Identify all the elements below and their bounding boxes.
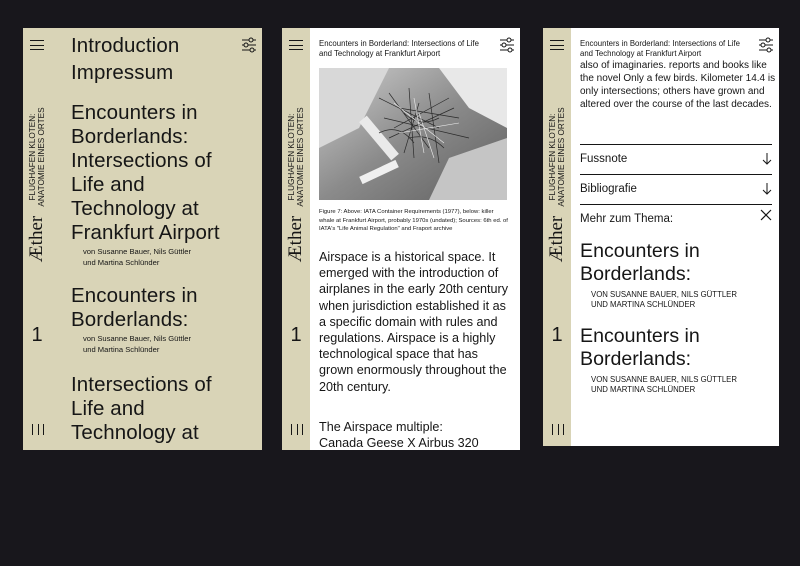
sliders-icon[interactable] — [500, 37, 514, 53]
article-title[interactable]: Encounters in Borderlands: Intersections of Life and Technology at Frankfurt Airport — [71, 101, 220, 244]
section-heading[interactable]: Encounters in Borderlands: — [71, 284, 198, 331]
section-subheading: The Airspace multiple: Canada Geese X Airbus 320 — [319, 420, 479, 450]
related-byline: VON SUSANNE BAUER, NILS GÜTTLER UND MARTINA SCHLÜNDER — [591, 290, 738, 309]
article-header: Encounters in Borderland: Intersections of Life and Technology at Frankfurt Airport — [580, 39, 740, 58]
screen-article — [282, 28, 520, 450]
article-photo[interactable] — [319, 68, 507, 200]
chapter-number: 1 — [31, 324, 43, 346]
section-heading[interactable]: Intersections of Life and Technology at — [71, 373, 212, 444]
related-article-title[interactable]: Encounters in Borderlands: — [580, 240, 700, 285]
nav-introduction[interactable]: Introduction — [71, 34, 180, 57]
chapter-number: 1 — [290, 324, 302, 346]
related-byline: VON SUSANNE BAUER, NILS GÜTTLER UND MARTINA SCHLÜNDER — [591, 375, 738, 394]
screen-article-end — [543, 28, 779, 446]
chapter-bars-icon[interactable] — [552, 424, 564, 435]
close-icon[interactable] — [760, 209, 772, 221]
hamburger-menu-icon[interactable] — [30, 40, 44, 50]
bibliography-toggle[interactable]: Bibliografie — [580, 174, 772, 203]
side-rail — [543, 28, 571, 446]
chapter-bars-icon[interactable] — [32, 424, 44, 435]
byline: von Susanne Bauer, Nils Güttler und Martina Schlünder — [83, 247, 192, 267]
side-rail — [23, 28, 51, 450]
figure-caption: Figure 7: Above: IATA Container Requirements (1977), below: killer whale at Frankfurt Airport, probably 1970s (undated); Sources: 6th ed. of IATA's "Life Animal Regulation" and Fraport archive — [319, 209, 508, 232]
screen-introduction — [23, 28, 262, 450]
bird-nest-photo — [319, 68, 507, 200]
arrow-down-icon — [762, 145, 772, 173]
related-article-title[interactable]: Encounters in Borderlands: — [580, 325, 700, 370]
hamburger-menu-icon[interactable] — [289, 40, 303, 50]
chapter-number: 1 — [551, 324, 563, 346]
rail-title: FLUGHAFEN KLOTEN: ANATOMIE EINES ORTES — [548, 107, 566, 207]
chapter-bars-icon[interactable] — [291, 424, 303, 435]
aether-logo[interactable]: Æther — [285, 215, 306, 263]
main-content — [71, 34, 254, 445]
footnote-toggle[interactable]: Fussnote — [580, 144, 772, 173]
sliders-icon[interactable] — [759, 37, 773, 53]
arrow-down-icon — [762, 175, 772, 203]
nav-impressum[interactable]: Impressum — [71, 61, 174, 84]
article-header: Encounters in Borderland: Intersections of Life and Technology at Frankfurt Airport — [319, 39, 479, 58]
rail-title: FLUGHAFEN KLOTEN: ANATOMIE EINES ORTES — [28, 107, 46, 207]
rail-title: FLUGHAFEN KLOTEN: ANATOMIE EINES ORTES — [287, 107, 305, 207]
aether-logo[interactable]: Æther — [546, 215, 567, 263]
byline: von Susanne Bauer, Nils Güttler und Martina Schlünder — [83, 334, 192, 354]
hamburger-menu-icon[interactable] — [550, 40, 564, 50]
article-body-end: also of imaginaries. reports and books like the novel Only a few birds. Kilometer 14.4 is only intersections; others have grown and altered over the course of the last decades. — [580, 60, 776, 110]
side-rail — [282, 28, 310, 450]
aether-logo[interactable]: Æther — [26, 215, 47, 263]
more-on-topic: Mehr zum Thema: — [580, 204, 772, 229]
article-body: Airspace is a historical space. It emerged with the introduction of airplanes in the early 20th century when jurisdiction established it as a specific domain with rules and regulations. Airspace is a highly technological space that has grown enormously throughout the 20th century. — [319, 250, 509, 394]
